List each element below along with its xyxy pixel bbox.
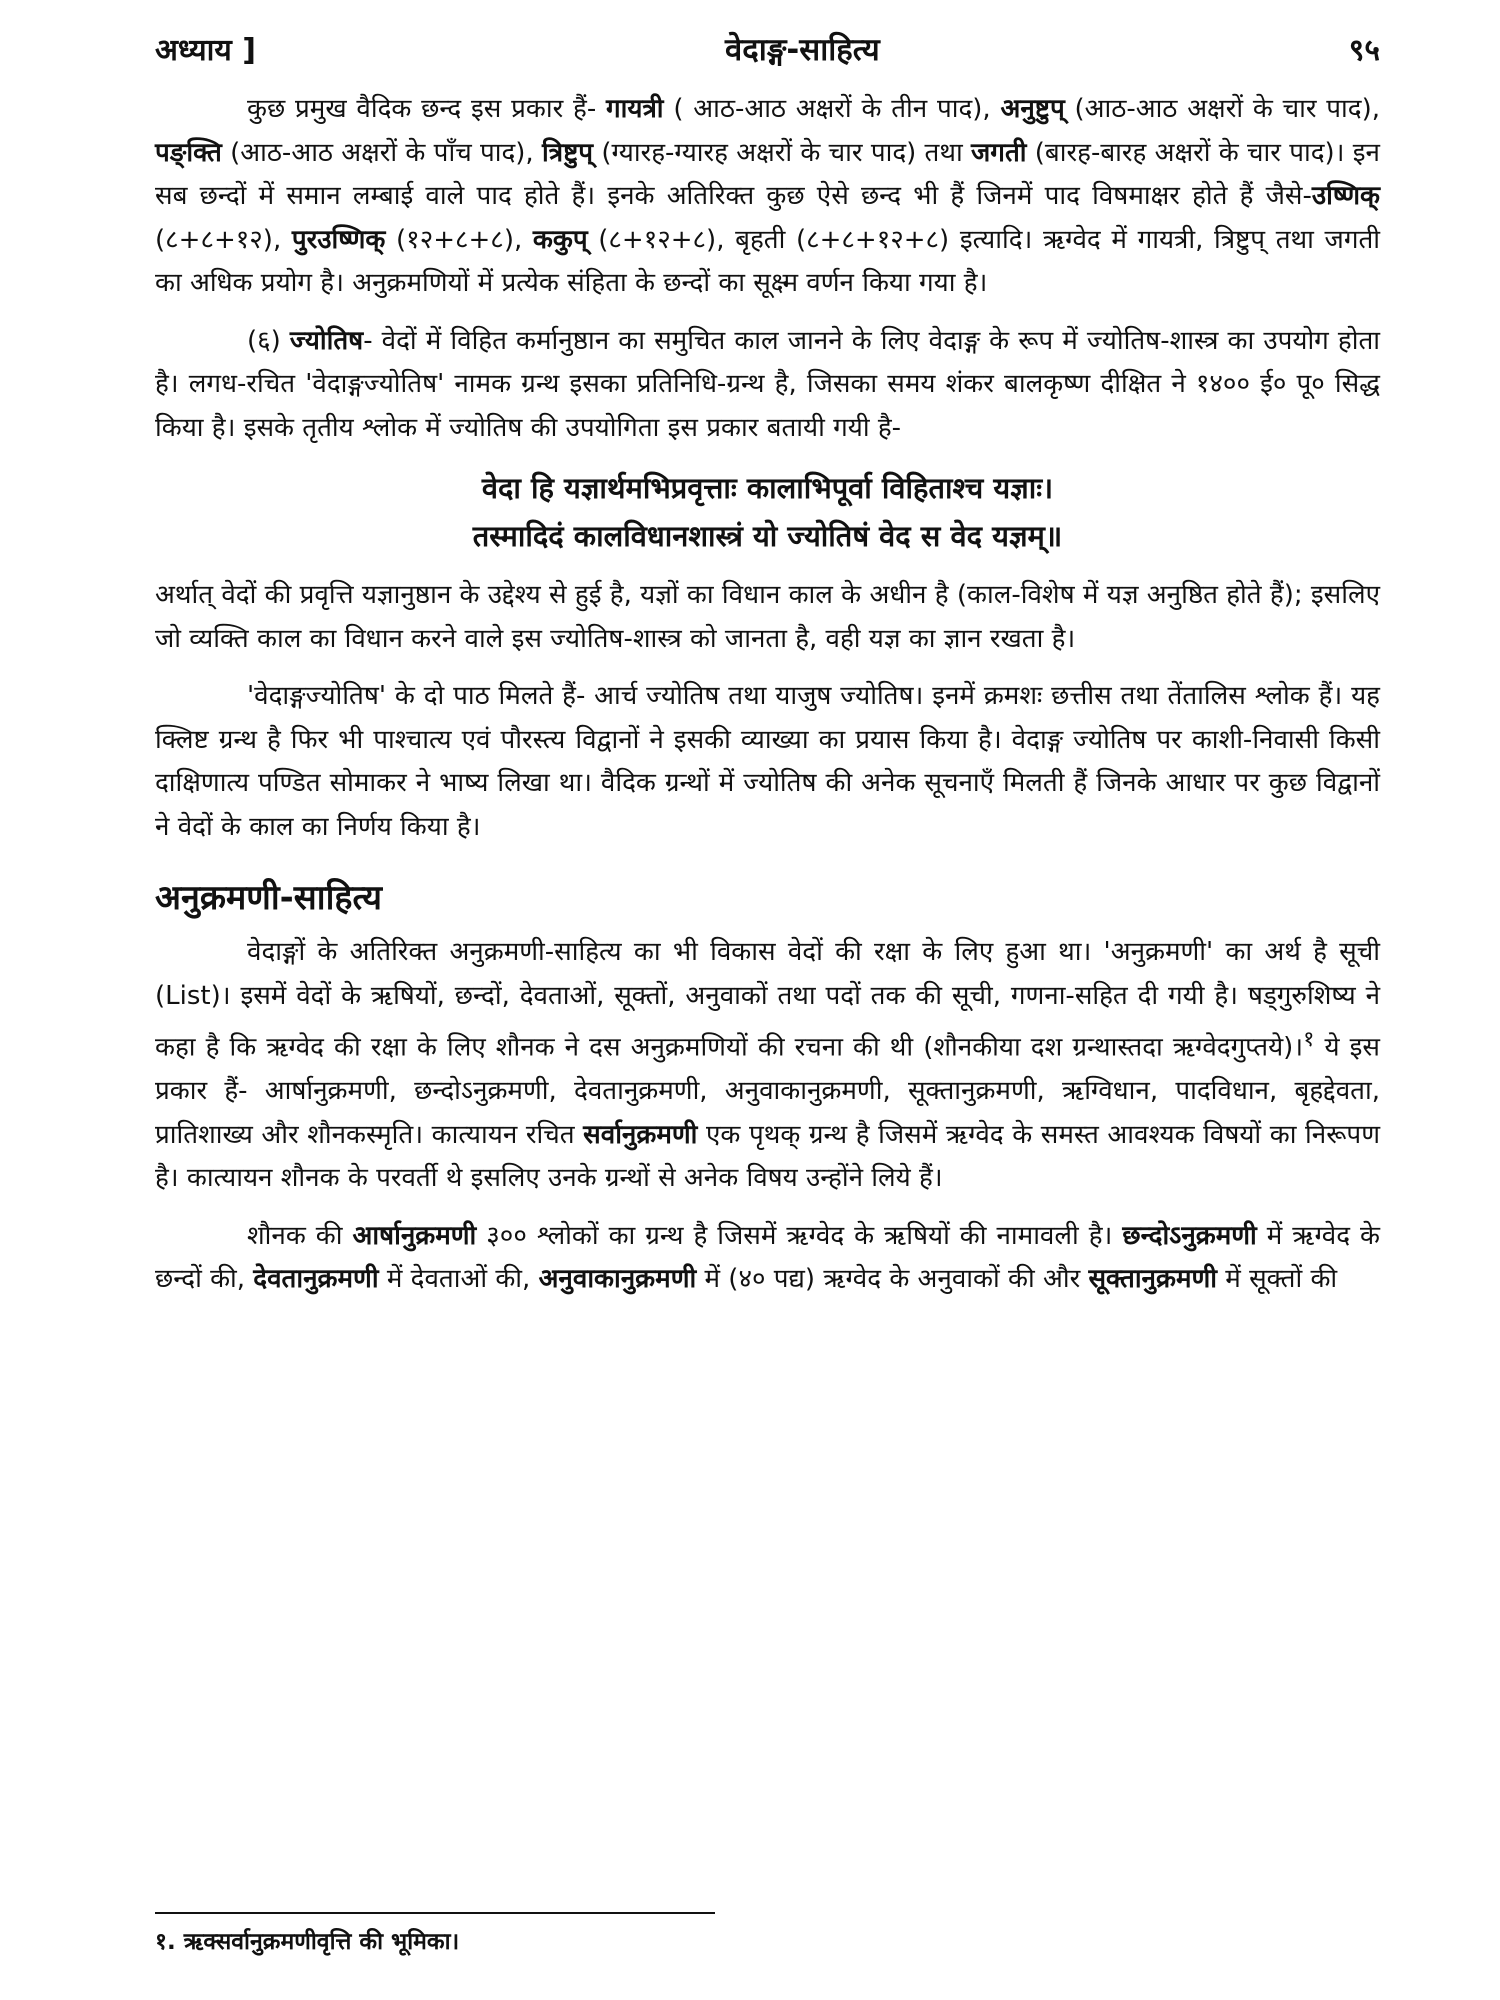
paragraph-shaunak: शौनक की आर्षानुक्रमणी ३०० श्लोकों का ग्रन्थ है जिसमें ऋग्वेद के ऋषियों की नामावली है। छन्दोऽनुक्रमणी में ऋग्वेद के छन्दों की, देवतानुक्रमणी में देवताओं की, अनुवाकानुक्रमणी में (४० पद्य) ऋग्वेद के अनुवाकों की और सूक्तानुक्रमणी में सूक्तों की [155,1220,1381,1295]
running-head [155,28,1380,70]
term-trishtup: त्रिष्टुप् [541,137,594,168]
term-sarvanukramani: सर्वानुक्रमणी [583,1119,698,1150]
footnote-marker: १ [1303,1027,1315,1052]
verse-line-1: वेदा हि यज्ञार्थमभिप्रवृत्ताः कालाभिपूर्वा विहिताश्च यज्ञाः। [481,471,1054,505]
paragraph-jyotish: (६) ज्योतिष- वेदों में विहित कर्मानुष्ठान का समुचित काल जानने के लिए वेदाङ्ग के रूप में ज्योतिष-शास्त्र का उपयोग होता है। लगध-रचित 'वेदाङ्गज्योतिष' नामक ग्रन्थ इसका प्रतिनिधि-ग्रन्थ है, जिसका समय शंकर बालकृष्ण दीक्षित ने १४०० ई० पू० सिद्ध किया है। इसके तृतीय श्लोक में ज्योतिष की उपयोगिता इस प्रकार बतायी गयी है- [155,325,1380,443]
term-gayatri: गायत्री [606,94,664,124]
paragraph-chhand: कुछ प्रमुख वैदिक छन्द इस प्रकार हैं- गायत्री ( आठ-आठ अक्षरों के तीन पाद), अनुष्टुप् (आठ-आठ अक्षरों के चार पाद), पङ्क्ति (आठ-आठ अक्षरों के पाँच पाद), त्रिष्टुप् (ग्यारह-ग्यारह अक्षरों के चार पाद) तथा जगती (बारह-बारह अक्षरों के चार पाद)। इन सब छन्दों में समान लम्बाई वाले पाद होते हैं। इनके अतिरिक्त कुछ ऐसे छन्द भी हैं जिनमें पाद विषमाक्षर होते हैं जैसे-उष्णिक् (८+८+१२), पुरउष्णिक् (१२+८+८), ककुप् (८+१२+८), बृहती (८+८+१२+८) इत्यादि। ऋग्वेद में गायत्री, त्रिष्टुप् तथा जगती का अधिक प्रयोग है। अनुक्रमणियों में प्रत्येक संहिता के छन्दों का सूक्ष्म वर्णन किया गया है। [155,94,1381,298]
term-devatanukramani: देवतानुक्रमणी [253,1264,379,1295]
section-heading: अनुक्रमणी-साहित्य [155,878,383,918]
sanskrit-verse [155,464,1380,560]
term-kakup: ककुप् [532,224,588,255]
term-anuvakanukramani: अनुवाकानुक्रमणी [538,1264,697,1295]
page-number: ९५ [1348,33,1380,68]
term-ushnik: उष्णिक् [1311,181,1380,211]
page-title: वेदाङ्ग-साहित्य [725,32,880,68]
term-arshanukramani: आर्षानुक्रमणी [352,1220,477,1251]
term-anushtup: अनुष्टुप् [1000,94,1065,124]
footnote-divider [155,1912,715,1914]
chapter-label: अध्याय ] [155,33,256,68]
paragraph-anukramani: वेदाङ्गों के अतिरिक्त अनुक्रमणी-साहित्य का भी विकास वेदों की रक्षा के लिए हुआ था। 'अनुक्रमणी' का अर्थ है सूची (List)। इसमें वेदों के ऋषियों, छन्दों, देवताओं, सूक्तों, अनुवाकों तथा पदों तक की सूची, गणना-सहित दी गयी है। षड्गुरुशिष्य ने कहा है कि ऋग्वेद की रक्षा के लिए शौनक ने दस अनुक्रमणियों की रचना की थी (शौनकीया दश ग्रन्थास्तदा ऋग्वेदगुप्तये)।$^१$ ये इस प्रकार हैं- आर्षानुक्रमणी, छन्दोऽनुक्रमणी, देवतानुक्रमणी, अनुवाकानुक्रमणी, सूक्तानुक्रमणी, ऋग्विधान, पादविधान, बृहद्देवता, प्रातिशाख्य और शौनकस्मृति। कात्यायन रचित सर्वानुक्रमणी एक पृथक् ग्रन्थ है जिसमें ऋग्वेद के समस्त आवश्यक विषयों का निरूपण है। कात्यायन शौनक के परवर्ती थे इसलिए उनके ग्रन्थों से अनेक विषय उन्होंने लिये हैं। [155,937,1380,1194]
verse-line-2: तस्मादिदं कालविधानशास्त्रं यो ज्योतिषं वेद स वेद यज्ञम्॥ [472,519,1063,553]
term-jyotish: ज्योतिष [289,325,364,356]
term-pankti: पङ्क्ति [155,137,222,168]
term-suktanukramani: सूक्तानुक्रमणी [1088,1264,1218,1295]
footnote: १. ऋक्सर्वानुक्रमणीवृत्ति की भूमिका। [155,1929,460,1955]
term-puraushnik: पुरउष्णिक् [291,224,386,255]
paragraph-verse-meaning: अर्थात् वेदों की प्रवृत्ति यज्ञानुष्ठान के उद्देश्य से हुई है, यज्ञों का विधान काल के अधीन है (काल-विशेष में यज्ञ अनुष्ठित होते हैं); इसलिए जो व्यक्ति काल का विधान करने वाले इस ज्योतिष-शास्त्र को जानता है, वही यज्ञ का ज्ञान रखता है। [155,580,1380,654]
term-jagati: जगती [971,137,1027,168]
paragraph-vedanga-jyotish: 'वेदाङ्गज्योतिष' के दो पाठ मिलते हैं- आर्च ज्योतिष तथा याजुष ज्योतिष। इनमें क्रमशः छत्तीस तथा तेंतालिस श्लोक हैं। यह क्लिष्ट ग्रन्थ है फिर भी पाश्चात्य एवं पौरस्त्य विद्वानों ने इसकी व्याख्या का प्रयास किया है। वेदाङ्ग ज्योतिष पर काशी-निवासी किसी दाक्षिणात्य पण्डित सोमाकर ने भाष्य लिखा था। वैदिक ग्रन्थों में ज्योतिष की अनेक सूचनाएँ मिलती हैं जिनके आधार पर कुछ विद्वानों ने वेदों के काल का निर्णय किया है। [155,681,1380,842]
term-chhandonukramani: छन्दोऽनुक्रमणी [1122,1220,1257,1251]
